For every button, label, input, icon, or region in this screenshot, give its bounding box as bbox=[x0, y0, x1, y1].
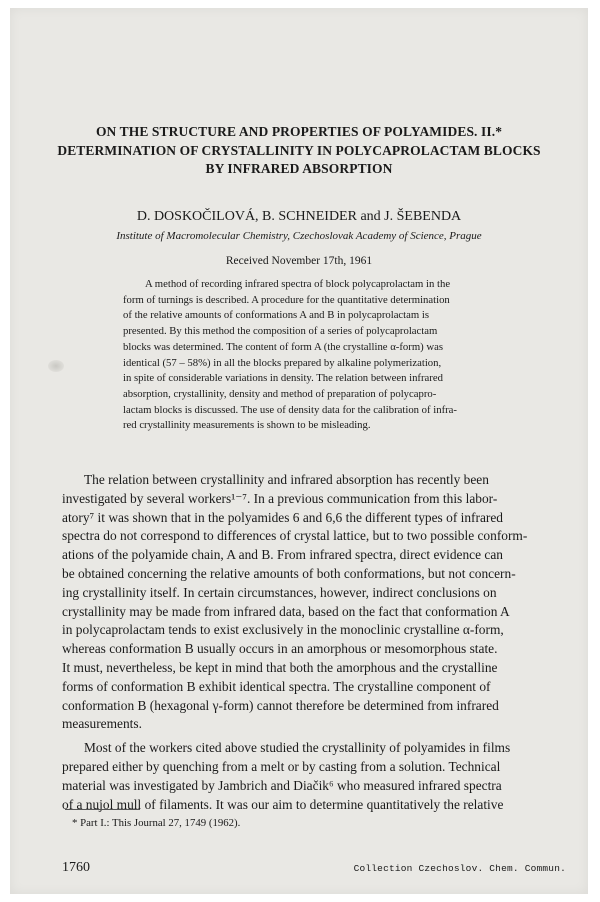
page-number: 1760 bbox=[62, 860, 90, 875]
abstract-line: in spite of considerable variations in density. The relation between infrared bbox=[123, 372, 443, 385]
authors: D. DOSKOČILOVÁ, B. SCHNEIDER and J. ŠEBENDA bbox=[136, 209, 462, 224]
body-line: of a nujol mull of filaments. It was our aim to determine quantitatively the relative bbox=[62, 796, 504, 812]
body-line: material was investigated by Jambrich and Diačik⁶ who measured infrared spectra bbox=[62, 777, 502, 793]
body-line: spectra do not correspond to differences of crystal lattice, but to two possible conform- bbox=[62, 528, 528, 544]
journal-name: Collection Czechoslov. Chem. Commun. bbox=[353, 863, 566, 874]
abstract-line: lactam blocks is discussed. The use of density data for the calibration of infra- bbox=[123, 403, 457, 416]
body-line: conformation B (hexagonal γ-form) cannot therefore be determined from infrared bbox=[62, 697, 499, 713]
body-line: ations of the polyamide chain, A and B. From infrared spectra, direct evidence can bbox=[62, 547, 503, 563]
page-smudge bbox=[48, 360, 64, 372]
abstract-line: of the relative amounts of conformations A and B in polycaprolactam is bbox=[123, 309, 430, 322]
body-line: The relation between crystallinity and infrared absorption has recently been bbox=[84, 472, 489, 487]
abstract-line: A method of recording infrared spectra of block polycaprolactam in the bbox=[145, 278, 451, 290]
abstract-line: absorption, crystallinity, density and method of preparation of polycapro- bbox=[123, 387, 437, 400]
abstract-line: identical (57 – 58%) in all the blocks prepared by alkaline polymerization, bbox=[123, 356, 442, 369]
abstract-line: presented. By this method the composition of a series of polycaprolactam bbox=[123, 325, 438, 338]
body-line: be obtained concerning the relative amounts of both conformations, but not concern- bbox=[62, 565, 516, 581]
body-line: It must, nevertheless, be kept in mind that both the amorphous and the crystalline bbox=[62, 659, 498, 675]
abstract-line: form of turnings is described. A procedure for the quantitative determination bbox=[123, 293, 450, 306]
body-line: in polycaprolactam tends to exist exclusively in the monoclinic crystalline α-form, bbox=[62, 622, 504, 638]
abstract-line: red crystallinity measurements is shown to be misleading. bbox=[123, 419, 371, 432]
abstract bbox=[123, 277, 523, 434]
body-line: whereas conformation B usually occurs in an amorphous or mesomorphous state. bbox=[62, 641, 498, 657]
title-line: DETERMINATION OF CRYSTALLINITY IN POLYCAPROLACTAM BLOCKS bbox=[57, 142, 541, 158]
footnote-rule bbox=[65, 809, 140, 810]
body-line: crystallinity may be made from infrared data, based on the fact that conformation A bbox=[62, 603, 510, 619]
body-text bbox=[62, 471, 572, 814]
body-line: atory⁷ it was shown that in the polyamides 6 and 6,6 the different types of infrared bbox=[62, 509, 503, 525]
abstract-line: blocks was determined. The content of form A (the crystalline α-form) was bbox=[123, 340, 443, 353]
body-line: forms of conformation B exhibit identical spectra. The crystalline component of bbox=[62, 678, 491, 694]
title-line: BY INFRARED ABSORPTION bbox=[205, 161, 393, 176]
body-line: investigated by several workers¹⁻⁷. In a previous communication from this labor- bbox=[62, 490, 498, 506]
body-line: Most of the workers cited above studied the crystallinity of polyamides in films bbox=[84, 740, 511, 756]
body-line: prepared either by quenching from a melt or by casting from a solution. Technical bbox=[62, 758, 501, 774]
paper-title bbox=[40, 123, 558, 179]
paper-page bbox=[10, 8, 588, 894]
body-line: measurements. bbox=[62, 716, 142, 732]
title-line: ON THE STRUCTURE AND PROPERTIES OF POLYAMIDES. II.* bbox=[95, 124, 503, 139]
affiliation: Institute of Macromolecular Chemistry, Czechoslovak Academy of Science, Prague bbox=[116, 230, 482, 242]
body-line: ing crystallinity itself. In certain circumstances, however, indirect conclusions on bbox=[62, 584, 497, 600]
received-date: Received November 17th, 1961 bbox=[225, 255, 373, 267]
footnote: * Part I.: This Journal 27, 1749 (1962). bbox=[72, 817, 241, 829]
